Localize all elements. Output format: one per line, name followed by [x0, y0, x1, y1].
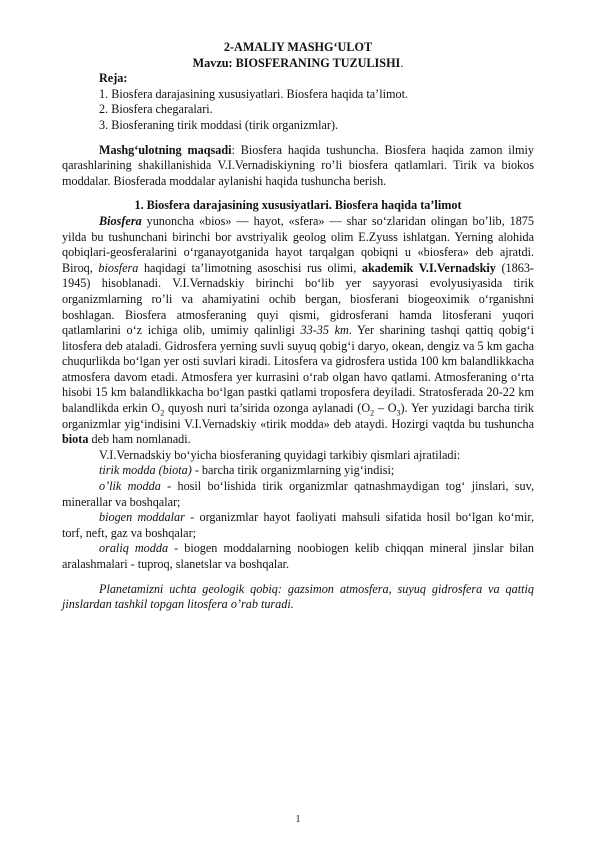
paragraph-text: yunoncha «bios» — hayot, «sfera» — shar so‘zlaridan olingan bo’lib, 1875 yilda bu tushunchani birinchi bor avstriyalik geolog olim E.Zyuss ishlatgan. Yerning alohida qobiqlari-geosferalarini o‘rganayotganida hayot tarqalgan qobiqni u «biosfera» deb ajratdi. Biroq, [62, 213, 534, 275]
component-desc: - organizmlar hayot faoliyati mahsuli sifatida hosil bo‘lgan ko‘mir, torf, neft, gaz va boshqalar; [62, 510, 534, 540]
component-item [62, 541, 534, 572]
subscript: 2 [370, 408, 375, 418]
components-intro: V.I.Vernadskiy bo‘yicha biosferaning quyidagi tarkibiy qismlari ajratiladi: [99, 447, 461, 462]
component-term: tirik modda (biota) [99, 463, 192, 478]
goal-paragraph [62, 143, 534, 190]
component-item [62, 479, 534, 510]
component-desc: - hosil bo‘lishida tirik organizmlar qatnashmaydigan tog‘ jinslari, suv, minerallar va boshqalar; [62, 479, 534, 509]
plan-item: 1. Biosfera darajasining xususiyatlari. Biosfera haqida ta’limot. [99, 86, 409, 101]
component-desc: - biogen moddalarning noobiogen kelib chiqqan mineral jinslar bilan aralashmalari - tuproq, slanetslar va boshqalar. [62, 541, 534, 571]
biosfera-lead: Biosfera [99, 213, 142, 228]
biota-term: biota [62, 432, 89, 447]
component-desc: - barcha tirik organizmlarning yig‘indisi; [191, 463, 395, 478]
component-item [62, 463, 534, 479]
component-term: oraliq modda [99, 541, 169, 556]
page-number: 1 [295, 814, 301, 825]
goal-label: Mashg‘ulotning maqsadi [99, 142, 232, 157]
document-body [62, 40, 534, 613]
closing-text: Planetamizni uchta geologik qobiq: gazsimon atmosfera, suyuq gidrosfera va qattiq jinslardan tashkil topgan litosfera o’rab turadi. [62, 581, 534, 612]
plan-label: Reja: [99, 71, 128, 86]
paragraph-text: haqidagi ta’limotning asoschisi rus olimi, [138, 260, 362, 275]
paragraph-text: (1863-1945) hisoblanadi. V.I.Vernadskiy birinchi bo‘lib yer sayyorasi evolyusiyasida tirik organizmlarning ro’li va ahamiyatini ochib bergan, biosferani biogeoximik o‘rganishni boshlagan. Biosfera atmosferaning quyi qismi, gidrosferani hamda litosferani yuqori qatlamlarini o‘z ichiga olib, umimiy qalinligi [62, 260, 534, 338]
subject-dot: . [400, 55, 404, 70]
component-term: biogen moddalar [99, 510, 185, 525]
goal-text: : Biosfera haqida tushuncha. Biosfera haqida zamon ilmiy qarashlarining shakillanishida V.I.Vernadiskiyning ro’li biosfera qatlamlari. Tirik va biokos moddalar. Biosferada moddalar aylanishi haqida tushuncha berish. [62, 142, 534, 188]
paragraph-text: ). Yer yuzidagi barcha tirik organizmlar yig‘indisini V.I.Vernadskiy «tirik modda» deb ataydi. Hozirgi vaqtda bu tushuncha [62, 401, 534, 431]
subscript: 3 [396, 408, 401, 418]
vernadskiy-name: akademik V.I.Vernadskiy [361, 260, 496, 275]
paragraph-text: – O [374, 401, 397, 416]
paragraph-text: deb ham nomlanadi. [88, 432, 191, 447]
document-subject [62, 56, 534, 72]
plan-item: 3. Biosferaning tirik moddasi (tirik organizmlar). [99, 117, 339, 132]
subject-label: Mavzu: BIOSFERANING TUZULISHI [192, 55, 401, 70]
section-title: 1. Biosfera darajasining xususiyatlari. Biosfera haqida ta’limot [134, 198, 462, 213]
biosfera-term: biosfera [98, 260, 139, 275]
subscript: 2 [160, 408, 165, 418]
component-item [62, 510, 534, 541]
biosfera-paragraph [62, 214, 534, 448]
component-term: o’lik modda [99, 479, 161, 494]
thickness-value: 33-35 km [300, 323, 349, 338]
paragraph-text: quyosh nuri ta’sirida ozonga aylanadi (O [164, 401, 371, 416]
paragraph-text: . Yer sharining tashqi qattiq qobig‘i litosfera deb ataladi. Gidrosfera yerning suvli suyuq qobig‘i daryo, okean, dengiz va 5 km gacha chuqurlikda bo‘lgan yer osti suvlari kiradi. Litosfera va gidrosfera ustida 100 km balandlikkacha atmosfera davom etadi. Atmosfera yer kurrasini o‘rab olgan havo qatlami. Atmosferaning o‘rta hisobi 15 km balandlikkacha bo‘lgan pastki qatlami troposfera deyiladi. Stratosferada 20-22 km balandlikda erkin O [62, 323, 534, 416]
plan-item: 2. Biosfera chegaralari. [99, 102, 213, 117]
document-title: 2-AMALIY MASHG‘ULOT [223, 40, 373, 54]
closing-paragraph [62, 582, 534, 613]
